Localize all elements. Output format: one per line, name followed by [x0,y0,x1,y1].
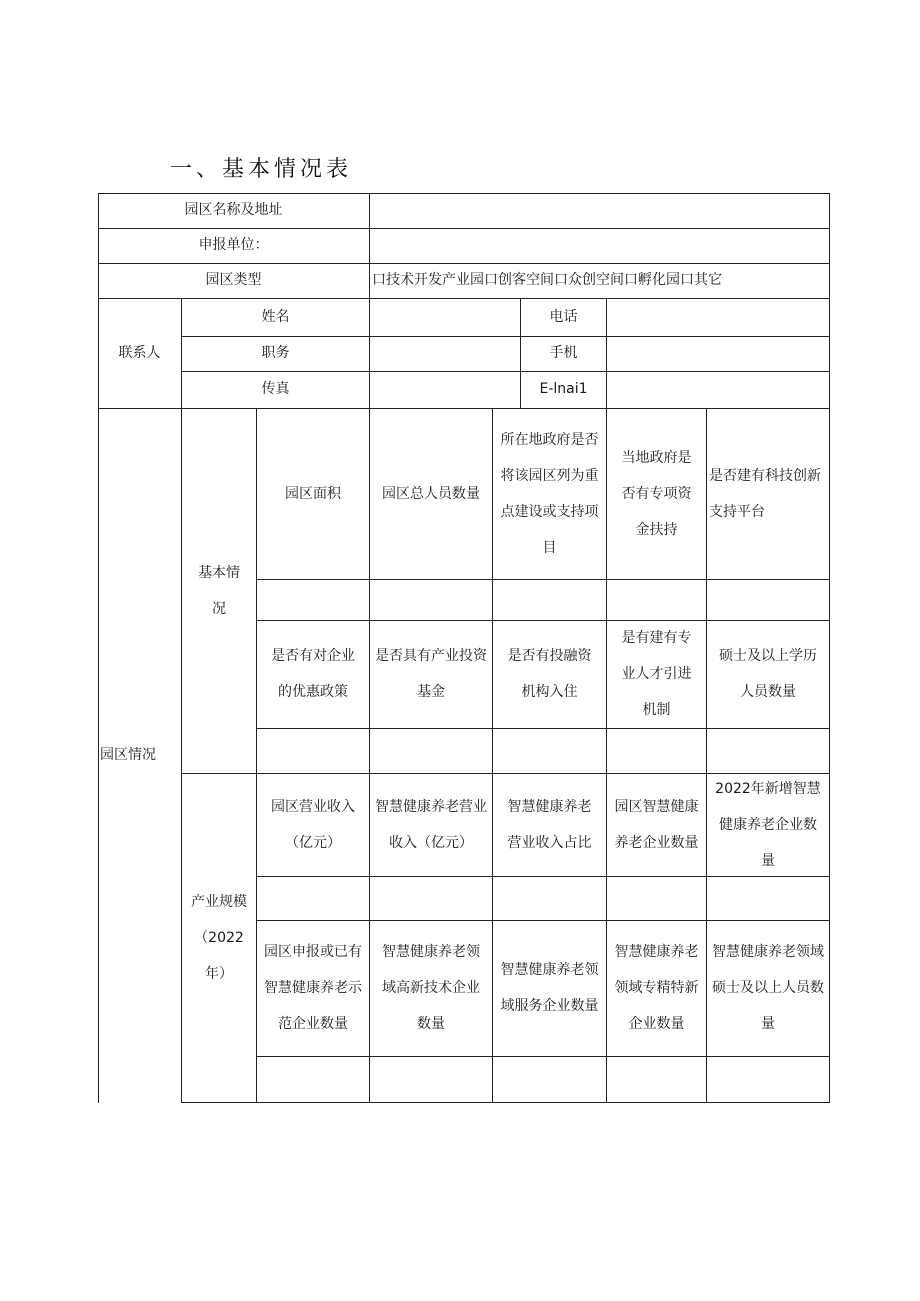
basic-header-1: 园区面积 [285,485,341,502]
scale-header-5: 2022年新增智慧健康养老企业数量 [715,780,821,869]
park-situation-label: 园区情况 [100,747,156,763]
scale-header-10: 智慧健康养老领域硕士及以上人员数量 [712,944,824,1032]
scale-header-1: 园区营业收入（亿元） [271,798,355,851]
basic-value-5[interactable] [707,580,829,620]
scale-header-9: 智慧健康养老领域专精特新企业数量 [614,944,699,1032]
scale-header-6: 园区申报或已有智慧健康养老示范企业数量 [264,944,362,1032]
basic-header-8: 是否有投融资机构入住 [507,648,592,700]
industry-scale-label: 产业规模（2022年） [191,894,247,982]
basic-header-2: 园区总人员数量 [382,485,480,502]
park-name-address-label: 园区名称及地址 [184,202,283,218]
contact-email-field[interactable] [607,371,829,408]
basic-value-4[interactable] [607,580,706,620]
park-type-label: 园区类型 [205,272,262,288]
basic-header-4: 当地政府是否有专项资金扶持 [621,449,692,538]
basic-value-6[interactable] [257,729,369,773]
basic-header-7: 是否具有产业投资基金 [375,648,487,700]
basic-header-5: 是否建有科技创新支持平台 [709,467,821,520]
contact-mobile-field[interactable] [607,336,829,371]
park-type-options[interactable]: 口技术开发产业园口创客空间口众创空间口孵化园口其它 [372,272,722,288]
basic-header-10: 硕士及以上学历人员数量 [719,648,817,700]
park-name-address-field[interactable] [370,193,829,228]
contact-name-label: 姓名 [261,308,290,325]
basic-header-3: 所在地政府是否将该园区列为重点建设或支持项目 [500,431,599,556]
basic-value-10[interactable] [707,729,829,773]
scale-value-10[interactable] [707,1057,829,1102]
scale-value-3[interactable] [493,877,606,920]
contact-name-field[interactable] [370,298,520,336]
basic-value-2[interactable] [370,580,492,620]
applicant-field[interactable] [370,228,829,263]
scale-value-6[interactable] [257,1057,369,1102]
scale-value-7[interactable] [370,1057,492,1102]
scale-header-2: 智慧健康养老营业收入（亿元） [375,798,487,851]
basic-value-7[interactable] [370,729,492,773]
scale-header-7: 智慧健康养老领域高新技术企业数量 [382,944,480,1032]
scale-header-3: 智慧健康养老营业收入占比 [507,798,592,851]
scale-value-9[interactable] [607,1057,706,1102]
contact-fax-field[interactable] [370,371,520,408]
applicant-label: 申报单位： [198,237,269,253]
scale-value-1[interactable] [257,877,369,920]
contact-group-label: 联系人 [118,344,161,361]
basic-header-6: 是否有对企业的优惠政策 [271,648,355,700]
contact-mobile-label: 手机 [549,345,578,361]
scale-value-8[interactable] [493,1057,606,1102]
basic-header-9: 是有建有专业人才引进机制 [621,630,692,718]
basic-value-8[interactable] [493,729,606,773]
contact-email-label: E-lnai1 [539,381,588,397]
contact-position-field[interactable] [370,336,520,371]
scale-value-5[interactable] [707,877,829,920]
scale-header-4: 园区智慧健康养老企业数量 [614,798,699,851]
scale-value-2[interactable] [370,877,492,920]
contact-phone-field[interactable] [607,298,829,336]
page-title: 一、基本情况表 [170,157,353,182]
basic-value-9[interactable] [607,729,706,773]
basic-value-3[interactable] [493,580,606,620]
basic-situation-label: 基本情况 [198,564,240,617]
scale-header-8: 智慧健康养老领域服务企业数量 [500,962,599,1014]
contact-phone-label: 电话 [549,308,578,325]
contact-fax-label: 传真 [261,381,290,397]
contact-position-label: 职务 [261,345,290,361]
basic-value-1[interactable] [257,580,369,620]
scale-value-4[interactable] [607,877,706,920]
